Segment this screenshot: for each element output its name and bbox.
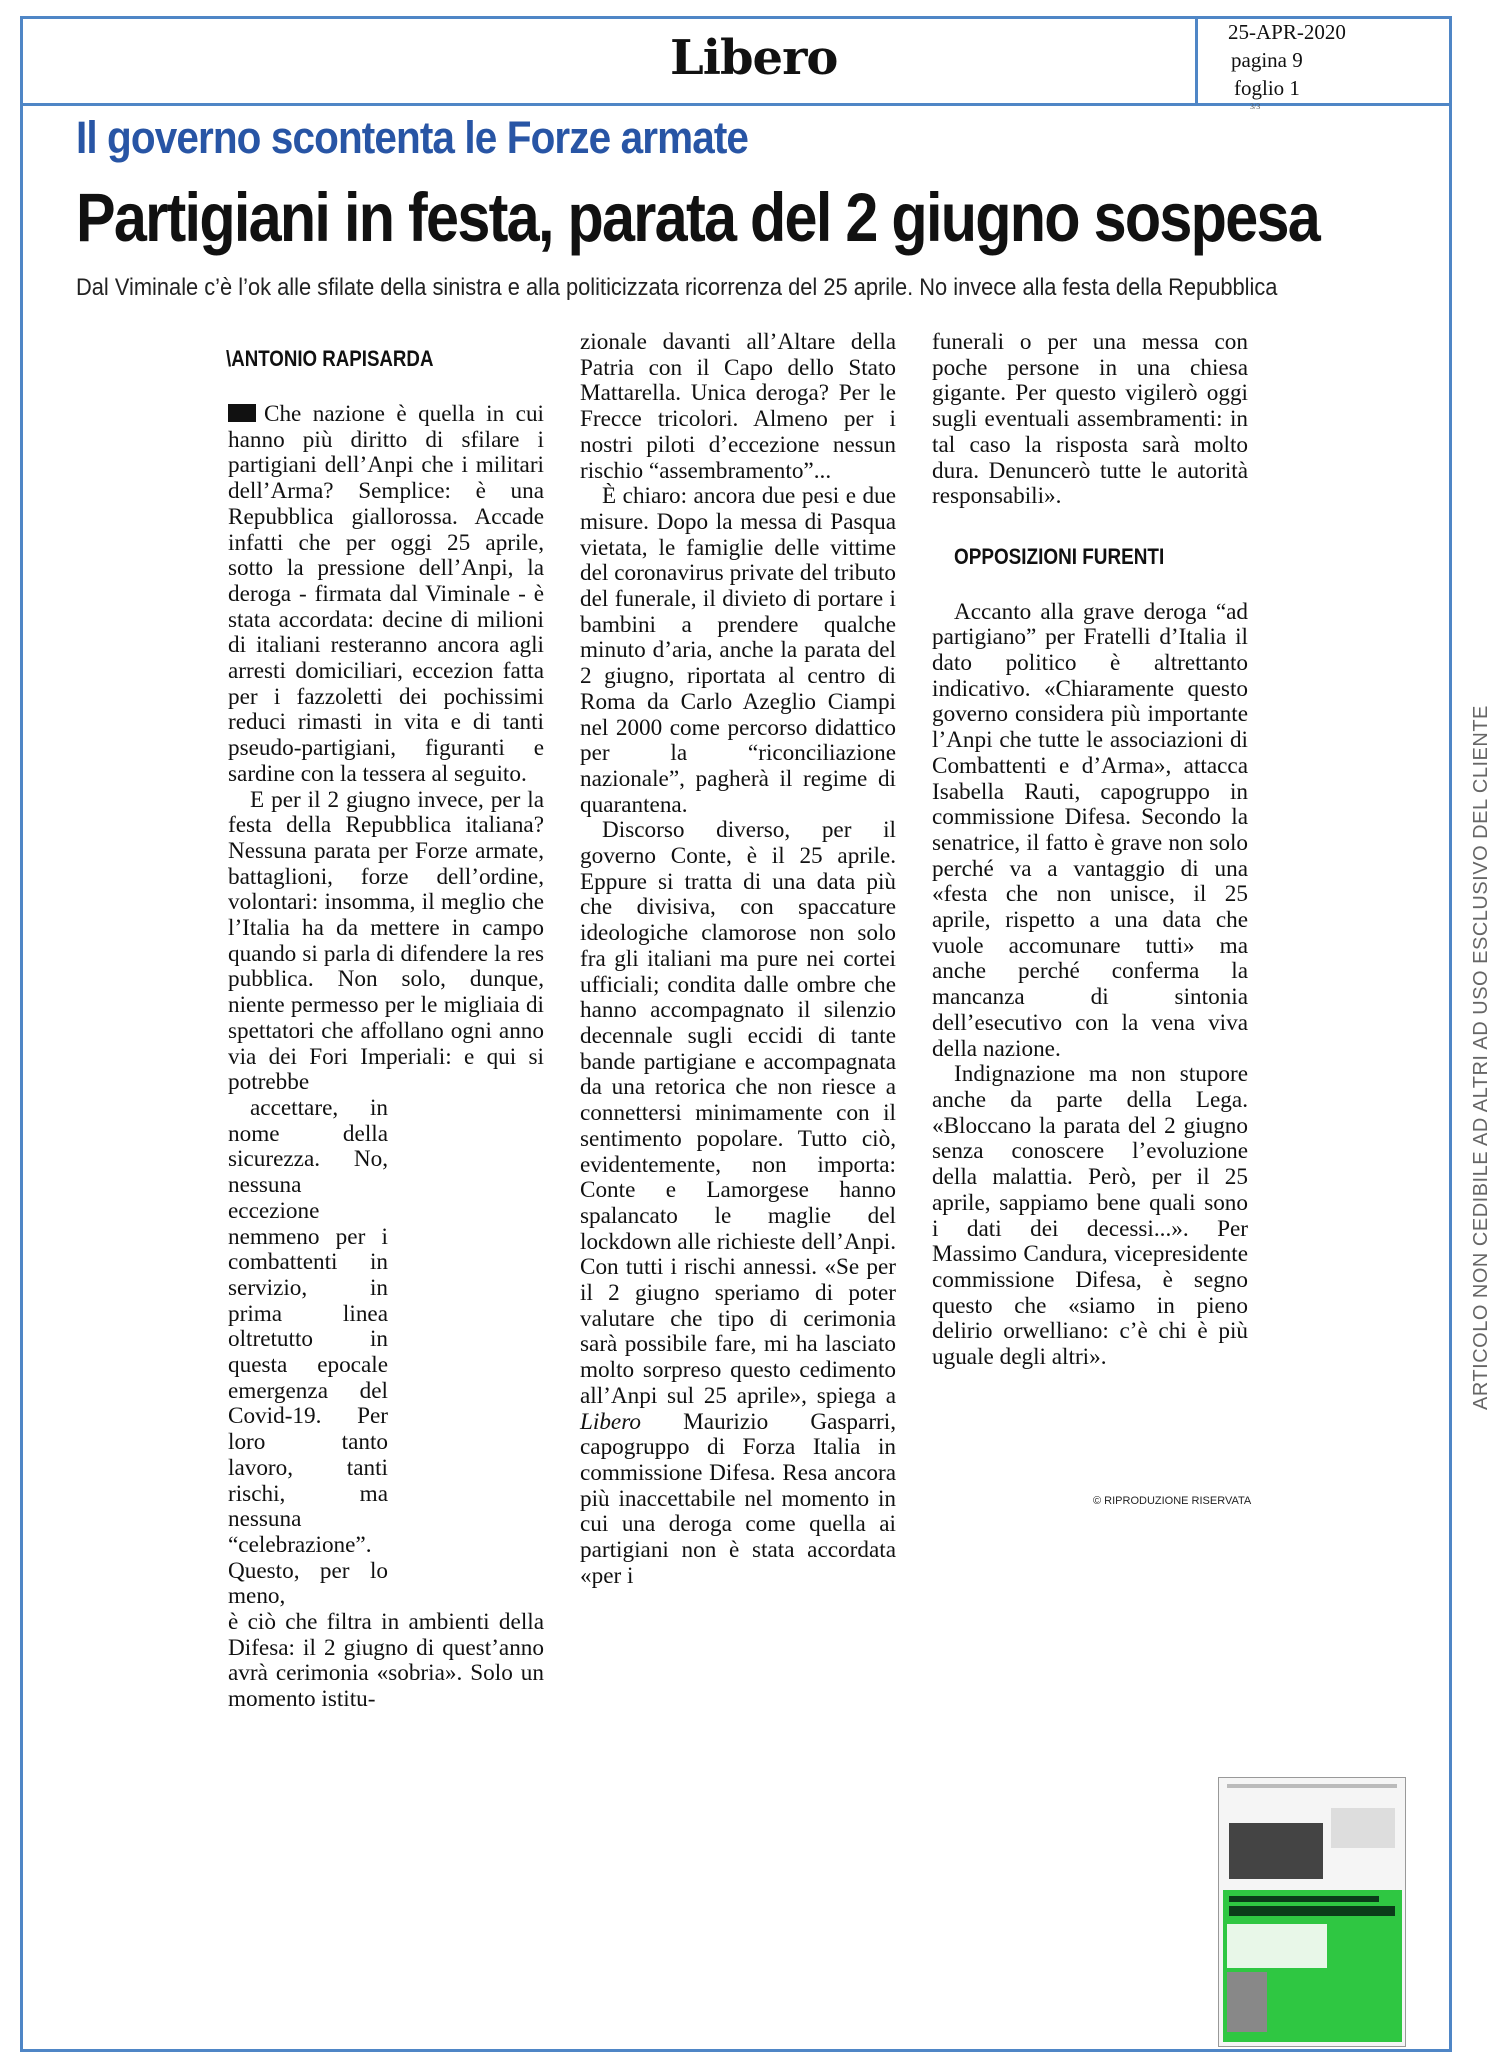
paragraph: Che nazione è quella in cui hanno più diritto di sfilare i partigiani dell’Anpi che i militari dell’Arma? Semplice: è una Repubblica giallorossa. Accade infatti che per oggi 25 aprile, sotto la pressione dell’Anpi, la deroga - firmata dal Viminale - è stata accordata: decine di milioni di italiani resteranno ancora agli arresti domiciliari, eccezion fatta per i fazzoletti dei pochissimi reduci rimasti in vita e di tanti pseudo-partigiani, figuranti e sardine con la tessera al seguito. <box>228 401 544 787</box>
copyright-notice: © RIPRODUZIONE RISERVATA <box>1093 1495 1252 1507</box>
thumbnail-photo <box>1229 1823 1323 1879</box>
article-headline: Partigiani in festa, parata del 2 giugno sospesa <box>76 179 1320 256</box>
section-heading: OPPOSIZIONI FURENTI <box>954 543 1165 569</box>
article-subhead: Dal Viminale c’è l’ok alle sfilate della sinistra e alla politicizzata ricorrenza del 25 aprile. No invece alla festa della Repubblica <box>76 274 1278 301</box>
narrow-text-wrap: accettare, in nome della sicurezza. No, nessuna eccezione nemmeno per i combattenti in servizio, in prima linea oltretutto in questa epocale emergenza del Covid-19. Per loro tanto lavoro, tanti rischi, ma nessuna “celebrazione”. Questo, per lo meno, <box>228 1094 388 1610</box>
publication-date: 25-APR-2020 <box>1228 20 1346 44</box>
meta-code: 3/3 <box>1250 102 1261 111</box>
article-column-2 <box>580 330 896 1589</box>
paragraph: Accanto alla grave deroga “ad partigiano” per Fratelli d’Italia il dato politico è altrettanto indicativo. «Chiaramente questo governo considera più importante l’Anpi che tutte le associazioni di Combattenti e d’Arma», attacca Isabella Rauti, capogruppo in commissione Difesa. Secondo la senatrice, il fatto è grave non solo perché va a vantaggio di una «festa che non unisce, il 25 aprile, rispetto a una data che vuole accomunare tutti» ma anche perché conferma la mancanza di sintonia dell’esecutivo con la vena viva della nazione. <box>932 598 1248 1062</box>
article-column-1 <box>228 402 544 1713</box>
page-thumbnail <box>1218 1777 1406 2047</box>
paragraph: È chiaro: ancora due pesi e due misure. Dopo la messa di Pasqua vietata, le famiglie delle vittime del coronavirus private del tributo del funerale, il divieto di portare i bambini a prendere qualche minuto d’aria, anche la parata del 2 giugno, riportata al centro di Roma da Carlo Azeglio Ciampi nel 2000 come percorso didattico per la “riconciliazione nazionale”, pagherà il regime di quarantena. <box>580 483 896 818</box>
paragraph: Indignazione ma non stupore anche da parte della Lega. «Bloccano la parata del 2 giugno senza conoscere l’evoluzione della malattia. Però, per il 25 aprile, sappiamo bene quali sono i dati dei decessi...». Per Massimo Candura, vicepresidente commissione Difesa, è segno questo che «siamo in pieno delirio orwelliano: c’è chi è più uguale degli altri». <box>932 1061 1248 1371</box>
lead-square-icon <box>228 404 256 422</box>
paragraph: zionale davanti all’Altare della Patria con il Capo dello Stato Mattarella. Unica deroga? Per le Frecce tricolori. Almeno per i nostri piloti d’eccezione nessun rischio “assembramento”... <box>580 329 896 484</box>
article-byline: \ANTONIO RAPISARDA <box>226 346 434 371</box>
article-kicker: Il governo scontenta le Forze armate <box>76 112 749 163</box>
article-column-3 <box>932 330 1248 1371</box>
paragraph: Discorso diverso, per il governo Conte, è il 25 aprile. Eppure si tratta di una data più che divisiva, con spaccature ideologiche clamorose non solo fra gli italiani ma pure nei cortei ufficiali; condita dalle ombre che hanno accompagnato il silenzio decennale sugli eccidi di tante bande partigiane e accompagnata da una retorica che non riesce a connettersi minimamente con il sentimento popolare. Tutto ciò, evidentemente, non importa: Conte e Lamorgese hanno spalancato le maglie del lockdown alle richieste dell’Anpi. Con tutti i rischi annessi. «Se per il 2 giugno speriamo di poter valutare che tipo di cerimonia sarà possibile fare, mi ha lasciato molto sorpreso questo cedimento all’Anpi sul 25 aprile», spiega a Libero Maurizio Gasparri, capogruppo di Forza Italia in commissione Difesa. Resa ancora più inaccettabile nel momento in cui una deroga come quella ai partigiani non è stata accordata «per i <box>580 817 896 1589</box>
newspaper-logo: Libero <box>670 30 838 86</box>
paragraph: E per il 2 giugno invece, per la festa della Repubblica italiana? Nessuna parata per Forze armate, battaglioni, forze dell’ordine, volontari: insomma, il meglio che l’Italia ha da mettere in campo quando si parla di difendere la res pubblica. Non solo, dunque, niente permesso per le migliaia di spettatori che affollano ogni anno via dei Fori Imperiali: e qui si potrebbe accettare, in nome della sicurezza. No, nessuna eccezione nemmeno per i combattenti in servizio, in prima linea oltretutto in questa epocale emergenza del Covid-19. Per loro tanto lavoro, tanti rischi, ma nessuna “celebrazione”. Questo, per lo meno, è ciò che filtra in ambienti della Difesa: il 2 giugno di quest’anno avrà cerimonia «sobria». Solo un momento istitu- <box>228 786 544 1713</box>
paragraph: funerali o per una messa con poche persone in una chiesa gigante. Per questo vigilerò oggi sugli eventuali assembramenti: in tal caso la risposta sarà molto dura. Denuncerò tutte le autorità responsabili». <box>932 329 1248 510</box>
header-meta <box>1228 18 1346 112</box>
sheet-number: foglio 1 <box>1234 76 1300 100</box>
page-number: pagina 9 <box>1231 48 1303 72</box>
sidebar-notice: ARTICOLO NON CEDIBILE AD ALTRI AD USO ESCLUSIVO DEL CLIENTE <box>1470 705 1492 1410</box>
